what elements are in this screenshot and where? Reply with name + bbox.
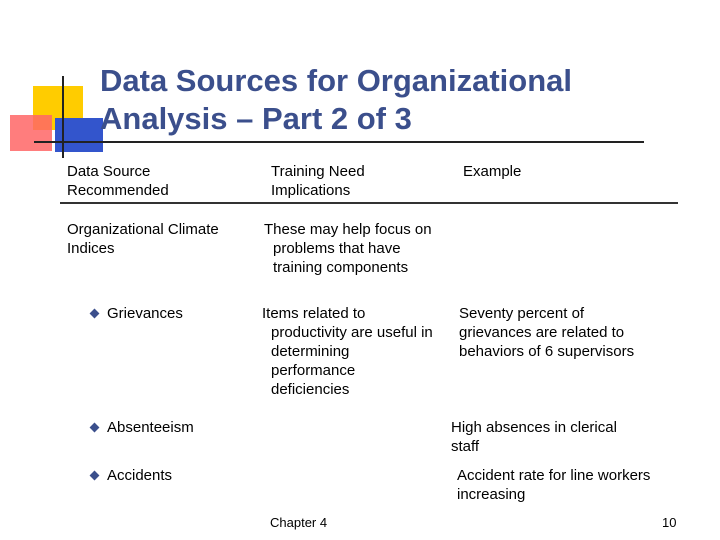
bullet-diamond-icon	[90, 309, 100, 319]
header-training-need-line-2: Implications	[271, 182, 351, 199]
header-training-need-line-1: Training Need	[271, 163, 365, 180]
row-grievances-source: Grievances	[107, 305, 183, 322]
slide-title-line-2: Analysis – Part 2 of 3	[100, 101, 412, 136]
row-climate-implications	[264, 220, 432, 277]
row-grievances-example-line-3: behaviors of 6 supervisors	[459, 343, 635, 360]
row-absenteeism-source: Absenteeism	[107, 419, 194, 436]
row-absenteeism-example	[451, 418, 617, 456]
row-absenteeism-example-line-1: High absences in clerical	[451, 419, 617, 436]
decorative-red-square	[10, 115, 52, 151]
bullet-diamond-icon	[90, 423, 100, 433]
header-data-source	[67, 162, 169, 200]
bullet-diamond-icon	[90, 471, 100, 481]
page-number: 10	[662, 515, 677, 530]
row-grievances-implications-line-4: performance	[271, 362, 356, 379]
row-accidents-example	[457, 466, 650, 504]
row-grievances-example	[459, 304, 634, 361]
row-absenteeism-example-line-2: staff	[451, 438, 480, 455]
footer-chapter: Chapter 4	[270, 515, 328, 530]
row-grievances-implications	[262, 304, 433, 399]
header-example: Example	[463, 163, 522, 180]
slide-title-line-1: Data Sources for Organizational	[100, 63, 572, 98]
row-grievances-example-line-1: Seventy percent of	[459, 305, 585, 322]
title-divider-line	[34, 141, 644, 143]
decorative-vertical-line	[62, 76, 64, 158]
row-grievances-implications-line-5: deficiencies	[271, 381, 350, 398]
row-climate-source-line-2: Indices	[67, 240, 115, 257]
slide-title	[100, 62, 660, 138]
row-grievances-example-line-2: grievances are related to	[459, 324, 625, 341]
header-rule	[60, 202, 678, 204]
row-climate-source	[67, 220, 219, 258]
header-data-source-line-1: Data Source	[67, 163, 151, 180]
row-grievances-implications-line-2: productivity are useful in	[271, 324, 433, 341]
row-climate-implications-line-2: problems that have	[273, 240, 401, 257]
row-climate-implications-line-3: training components	[273, 259, 409, 276]
row-accidents-example-line-1: Accident rate for line workers	[457, 467, 651, 484]
row-climate-implications-line-1: These may help focus on	[264, 221, 432, 238]
header-training-need	[271, 162, 365, 200]
row-grievances-implications-line-3: determining	[271, 343, 350, 360]
row-climate-source-line-1: Organizational Climate	[67, 221, 219, 238]
row-accidents-example-line-2: increasing	[457, 486, 526, 503]
row-grievances-implications-line-1: Items related to	[262, 305, 366, 322]
row-accidents-source: Accidents	[107, 467, 173, 484]
header-data-source-line-2: Recommended	[67, 182, 169, 199]
